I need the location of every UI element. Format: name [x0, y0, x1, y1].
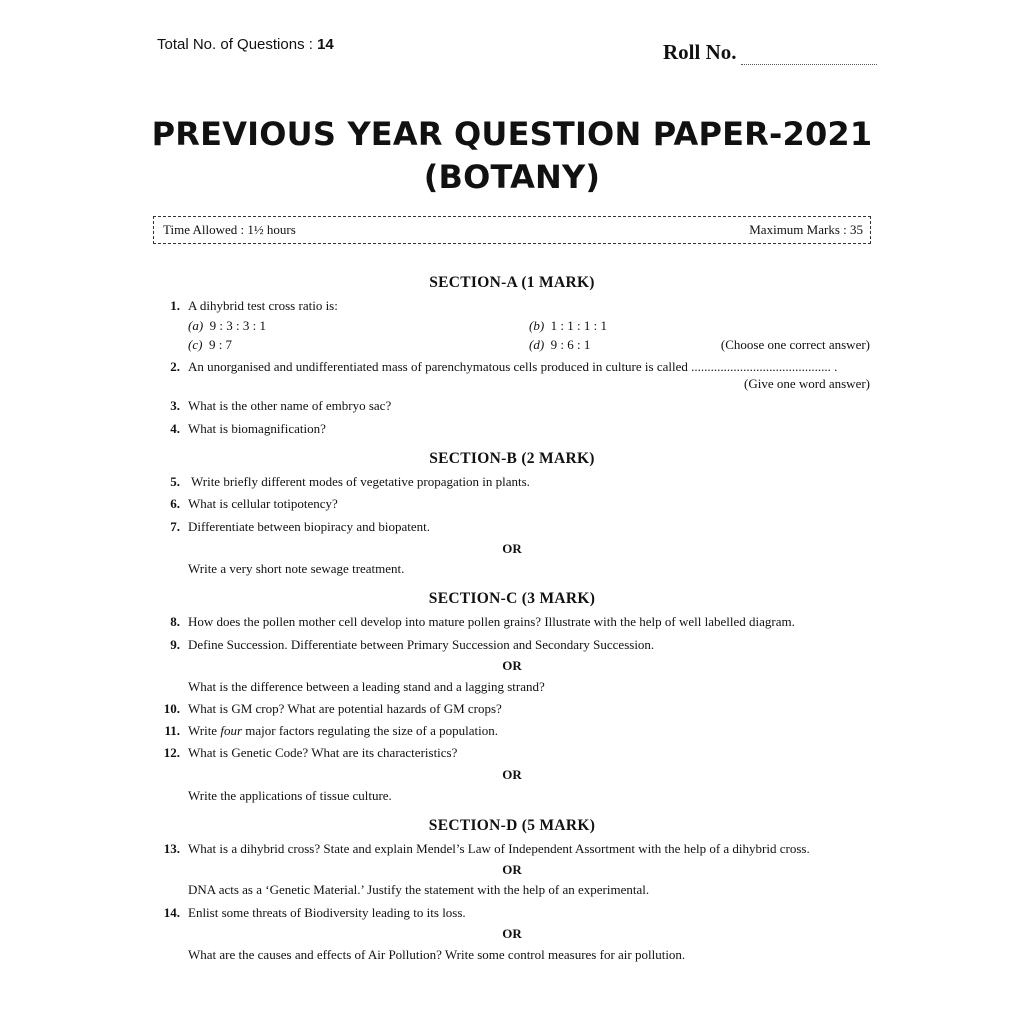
roll-number-blank: [741, 48, 877, 65]
roll-number-label: Roll No.: [663, 40, 737, 64]
exam-info-box: [153, 216, 871, 244]
question-text: A dihybrid test cross ratio is:: [188, 298, 338, 313]
option-value: 9 : 3 : 3 : 1: [209, 318, 267, 333]
section-a-heading: SECTION-A (1 MARK): [429, 274, 595, 291]
time-allowed: Time Allowed : 1½ hours: [163, 222, 296, 237]
question-number: 2.: [170, 359, 180, 374]
question-text-part: Write: [188, 723, 221, 738]
or-divider: OR: [502, 658, 522, 673]
question-text: What is cellular totipotency?: [188, 496, 338, 511]
option-a: [188, 318, 266, 334]
question-text: What is GM crop? What are potential hazards of GM crops?: [188, 701, 502, 716]
question-number: 9.: [170, 637, 180, 652]
paper-title: PREVIOUS YEAR QUESTION PAPER-2021: [151, 115, 873, 153]
section-c-heading: SECTION-C (3 MARK): [428, 590, 596, 607]
question-text: Differentiate between biopiracy and biopatent.: [188, 519, 430, 534]
question-number: 4.: [170, 421, 180, 436]
emphasis-word: four: [220, 723, 242, 738]
total-questions-label: Total No. of Questions :: [157, 36, 318, 53]
option-value: 9 : 7: [208, 337, 233, 352]
question-alternative: Write the applications of tissue culture.: [188, 788, 392, 803]
question-number: 11.: [164, 723, 180, 738]
answer-instruction: (Give one word answer): [744, 376, 870, 391]
option-label: (a): [188, 318, 204, 333]
question-alternative: Write a very short note sewage treatment.: [188, 561, 405, 576]
option-d: [529, 337, 590, 353]
option-label: (d): [529, 337, 545, 352]
answer-instruction: (Choose one correct answer): [720, 337, 870, 352]
total-questions-value: 14: [317, 36, 334, 53]
question-text-part: major factors regulating the size of a population.: [242, 723, 498, 738]
or-divider: OR: [502, 862, 522, 877]
or-divider: OR: [502, 541, 522, 556]
question-number: 12.: [163, 745, 180, 760]
question-text: How does the pollen mother cell develop into mature pollen grains? Illustrate with the help of well labelled diagram.: [188, 614, 795, 629]
question-text: Enlist some threats of Biodiversity leading to its loss.: [188, 905, 466, 920]
option-b: [529, 318, 607, 334]
question-text: An unorganised and undifferentiated mass of parenchymatous cells produced in culture is called ........................................... .: [188, 359, 838, 374]
question-number: 13.: [163, 841, 180, 856]
option-value: 9 : 6 : 1: [550, 337, 591, 352]
or-divider: OR: [502, 926, 522, 941]
option-c: [188, 337, 232, 353]
section-d-heading: SECTION-D (5 MARK): [428, 817, 596, 834]
question-alternative: What is the difference between a leading stand and a lagging strand?: [188, 679, 545, 694]
question-text: What is Genetic Code? What are its characteristics?: [188, 745, 458, 760]
question-number: 6.: [170, 496, 180, 511]
question-number: 7.: [170, 519, 180, 534]
question-number: 14.: [163, 905, 180, 920]
question-number: 3.: [170, 398, 180, 413]
question-text: What is a dihybrid cross? State and explain Mendel’s Law of Independent Assortment with the help of a dihybrid cross.: [188, 841, 810, 856]
question-text: What is the other name of embryo sac?: [188, 398, 392, 413]
option-label: (b): [529, 318, 545, 333]
question-number: 1.: [170, 298, 180, 313]
paper-subject: (BOTANY): [423, 158, 601, 196]
roll-number-field: [663, 40, 877, 65]
question-number: 10.: [163, 701, 180, 716]
question-number: 5.: [170, 474, 180, 489]
question-text: [188, 723, 498, 739]
total-questions: [157, 36, 334, 53]
or-divider: OR: [502, 767, 522, 782]
question-number: 8.: [170, 614, 180, 629]
option-value: 1 : 1 : 1 : 1: [550, 318, 608, 333]
option-label: (c): [188, 337, 203, 352]
question-text: Define Succession. Differentiate between Primary Succession and Secondary Succession.: [188, 637, 655, 652]
maximum-marks: Maximum Marks : 35: [749, 222, 863, 237]
question-alternative: DNA acts as a ‘Genetic Material.’ Justify the statement with the help of an experimental.: [188, 882, 650, 897]
section-b-heading: SECTION-B (2 MARK): [429, 450, 595, 467]
question-text: What is biomagnification?: [188, 421, 326, 436]
question-alternative: What are the causes and effects of Air Pollution? Write some control measures for air pollution.: [188, 947, 686, 962]
question-text: Write briefly different modes of vegetative propagation in plants.: [191, 474, 530, 489]
